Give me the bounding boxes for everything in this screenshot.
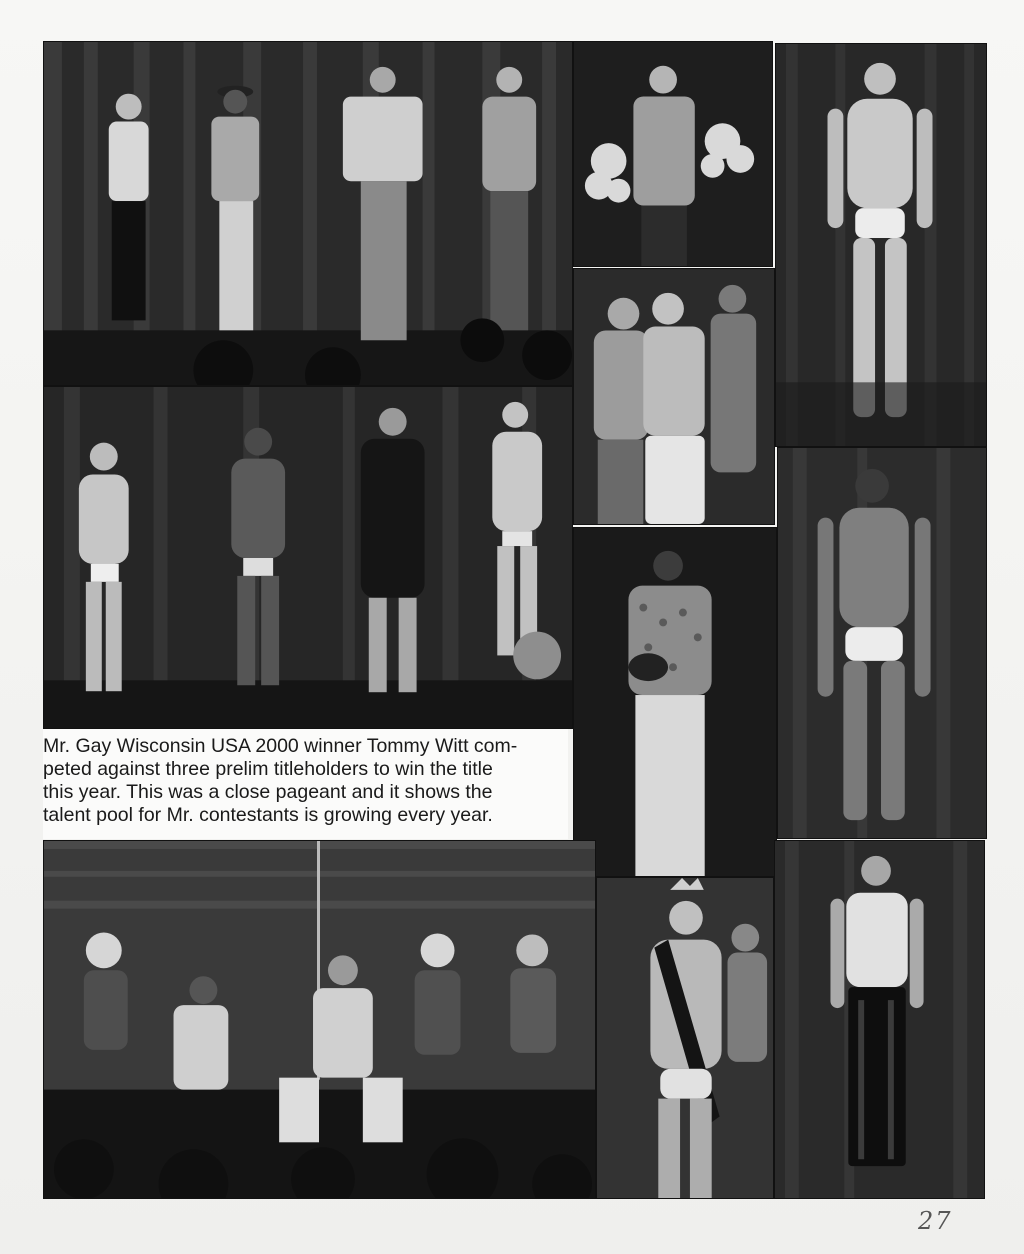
photo-four-contestants-casual xyxy=(43,41,573,386)
page-number: 27 xyxy=(918,1207,953,1235)
caption-line: talent pool for Mr. contestants is growing every year. xyxy=(43,804,493,826)
photo-caption xyxy=(43,729,568,839)
photo-four-contestants-swimwear xyxy=(43,386,573,729)
photo-group-dance-performance xyxy=(43,840,596,1199)
photo-winner-sash-crown xyxy=(596,877,774,1199)
caption-line: Mr. Gay Wisconsin USA 2000 winner Tommy Witt com- xyxy=(43,735,518,757)
caption-line: this year. This was a close pageant and it shows the xyxy=(43,781,493,803)
photo-contestant-tank-top-leather-pants xyxy=(774,840,985,1199)
photo-contestant-smiling-briefs xyxy=(777,447,987,839)
caption-line: peted against three prelim titleholders to win the title xyxy=(43,758,493,780)
photo-two-contestants-embracing xyxy=(573,268,775,525)
photo-contestant-money-bouquets xyxy=(573,41,773,267)
photo-contestant-briefs-standing xyxy=(775,43,987,447)
photo-contestant-patterned-shirt xyxy=(573,527,777,877)
